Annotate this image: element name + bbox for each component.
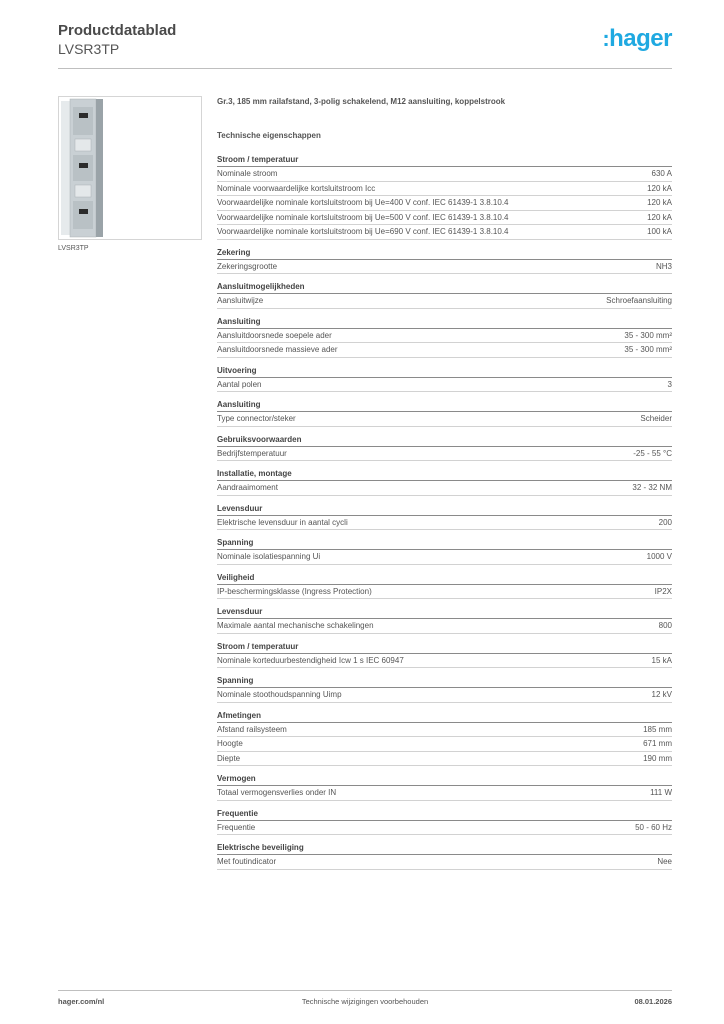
fuse-switch-illustration xyxy=(59,97,201,239)
spec-group xyxy=(217,364,672,393)
spec-row xyxy=(217,821,672,836)
spec-row xyxy=(217,550,672,565)
spec-label: Maximale aantal mechanische schakelingen xyxy=(217,621,374,630)
spec-value: 120 kA xyxy=(647,198,672,207)
spec-group-title: Levensduur xyxy=(217,605,672,619)
spec-value: 1000 V xyxy=(646,552,672,561)
spec-row xyxy=(217,752,672,767)
spec-row xyxy=(217,786,672,801)
spec-group xyxy=(217,640,672,669)
spec-label: Aantal polen xyxy=(217,379,262,389)
spec-group-title: Installatie, montage xyxy=(217,467,672,481)
spec-label: Voorwaardelijke nominale kortsluitstroom bij Ue=500 V conf. IEC 61439-1 3.8.10.4 xyxy=(217,212,509,222)
spec-group xyxy=(217,398,672,427)
spec-row xyxy=(217,225,672,240)
spec-label: Aansluitdoorsnede massieve ader xyxy=(217,345,338,354)
spec-group-title: Aansluiting xyxy=(217,315,672,329)
spec-label: Nominale isolatiespanning Ui xyxy=(217,552,321,561)
spec-row xyxy=(217,516,672,531)
spec-value: -25 - 55 °C xyxy=(633,448,672,458)
spec-label: Elektrische levensduur in aantal cycli xyxy=(217,517,348,527)
spec-row xyxy=(217,343,672,358)
spec-label: Hoogte xyxy=(217,739,243,748)
spec-value: Schroefaansluiting xyxy=(606,296,672,305)
spec-group xyxy=(217,153,672,240)
spec-value: 800 xyxy=(658,621,672,630)
spec-group-title: Aansluiting xyxy=(217,398,672,412)
spec-value: 35 - 300 mm² xyxy=(624,330,672,340)
logo-text: hager xyxy=(609,25,672,52)
spec-row xyxy=(217,855,672,870)
spec-label: Nominale korteduurbestendigheid Icw 1 s IEC 60947 xyxy=(217,655,404,665)
header-divider xyxy=(58,68,672,69)
spec-group-title: Spanning xyxy=(217,674,672,688)
spec-label: Met foutindicator xyxy=(217,857,277,866)
spec-row xyxy=(217,294,672,309)
spec-label: Nominale stoothoudspanning Uimp xyxy=(217,690,342,699)
spec-row xyxy=(217,182,672,197)
spec-row xyxy=(217,378,672,393)
spec-group-title: Stroom / temperatuur xyxy=(217,153,672,167)
spec-row xyxy=(217,447,672,462)
spec-group-title: Zekering xyxy=(217,246,672,260)
spec-label: Nominale stroom xyxy=(217,169,278,178)
footer-date: 08.01.2026 xyxy=(634,997,672,1006)
spec-row xyxy=(217,723,672,738)
spec-group xyxy=(217,467,672,496)
spec-value: NH3 xyxy=(655,261,672,271)
spec-label: Aandraaimoment xyxy=(217,483,278,492)
spec-group-title: Aansluitmogelijkheden xyxy=(217,280,672,294)
spec-group-title: Vermogen xyxy=(217,772,672,786)
spec-value: 32 - 32 NM xyxy=(632,483,672,492)
spec-row xyxy=(217,654,672,669)
spec-value: 200 xyxy=(658,517,672,527)
spec-row xyxy=(217,196,672,211)
spec-label: Voorwaardelijke nominale kortsluitstroom bij Ue=690 V conf. IEC 61439-1 3.8.10.4 xyxy=(217,227,509,236)
doc-title: Productdatablad xyxy=(58,22,177,39)
spec-content xyxy=(217,95,672,870)
spec-label: Zekeringsgrootte xyxy=(217,261,278,271)
spec-value: IP2X xyxy=(654,586,672,596)
spec-group-title: Veiligheid xyxy=(217,571,672,585)
spec-group xyxy=(217,571,672,600)
spec-value: 120 kA xyxy=(647,183,672,193)
spec-label: Frequentie xyxy=(217,822,256,832)
spec-label: Afstand railsysteem xyxy=(217,724,287,734)
spec-value: Nee xyxy=(657,857,672,866)
spec-row xyxy=(217,329,672,344)
page-header xyxy=(58,22,672,68)
spec-group-title: Frequentie xyxy=(217,807,672,821)
spec-row xyxy=(217,737,672,752)
spec-group xyxy=(217,315,672,358)
spec-value: 12 kV xyxy=(651,690,672,699)
section-heading: Technische eigenschappen xyxy=(217,131,321,140)
spec-row xyxy=(217,619,672,634)
spec-value: Scheider xyxy=(640,414,672,423)
spec-row xyxy=(217,688,672,703)
spec-value: 3 xyxy=(667,379,672,389)
footer-disclaimer: Technische wijzigingen voorbehouden xyxy=(301,997,429,1006)
spec-label: Aansluitdoorsnede soepele ader xyxy=(217,330,332,340)
spec-value: 185 mm xyxy=(643,724,672,734)
spec-row xyxy=(217,167,672,182)
product-image xyxy=(58,96,202,240)
spec-group xyxy=(217,433,672,462)
spec-value: 50 - 60 Hz xyxy=(635,822,672,832)
spec-label: Aansluitwijze xyxy=(217,296,264,305)
logo-dot: : xyxy=(602,26,610,51)
spec-group xyxy=(217,772,672,801)
image-caption: LVSR3TP xyxy=(58,245,89,252)
hager-logo xyxy=(602,25,672,53)
spec-row xyxy=(217,211,672,226)
spec-group-title: Spanning xyxy=(217,536,672,550)
product-description: Gr.3, 185 mm railafstand, 3-polig schakelend, M12 aansluiting, koppelstrook xyxy=(217,97,506,106)
spec-group xyxy=(217,674,672,703)
spec-label: Totaal vermogensverlies onder IN xyxy=(217,788,337,797)
spec-row xyxy=(217,260,672,275)
spec-row xyxy=(217,481,672,496)
spec-group-title: Uitvoering xyxy=(217,364,672,378)
page-footer xyxy=(58,997,672,1009)
spec-groups xyxy=(217,153,672,870)
spec-label: Bedrijfstemperatuur xyxy=(217,448,287,458)
spec-group xyxy=(217,246,672,275)
spec-row xyxy=(217,585,672,600)
spec-value: 671 mm xyxy=(643,739,672,748)
spec-value: 630 A xyxy=(651,169,672,178)
spec-value: 111 W xyxy=(650,788,672,797)
spec-value: 120 kA xyxy=(647,212,672,222)
spec-value: 15 kA xyxy=(651,655,672,665)
spec-group xyxy=(217,536,672,565)
spec-group xyxy=(217,502,672,531)
spec-label: Voorwaardelijke nominale kortsluitstroom bij Ue=400 V conf. IEC 61439-1 3.8.10.4 xyxy=(217,198,509,207)
footer-website: hager.com/nl xyxy=(58,997,105,1006)
spec-row xyxy=(217,412,672,427)
spec-value: 100 kA xyxy=(647,227,672,236)
spec-group xyxy=(217,709,672,767)
spec-group xyxy=(217,280,672,309)
spec-group-title: Elektrische beveiliging xyxy=(217,841,672,855)
spec-label: Type connector/steker xyxy=(217,414,296,423)
spec-group-title: Levensduur xyxy=(217,502,672,516)
product-code: LVSR3TP xyxy=(58,41,120,57)
spec-label: Nominale voorwaardelijke kortsluitstroom Icc xyxy=(217,183,376,193)
spec-label: Diepte xyxy=(217,753,241,763)
spec-group xyxy=(217,807,672,836)
spec-label: IP-beschermingsklasse (Ingress Protection) xyxy=(217,586,372,596)
spec-group-title: Gebruiksvoorwaarden xyxy=(217,433,672,447)
spec-group-title: Afmetingen xyxy=(217,709,672,723)
spec-group xyxy=(217,605,672,634)
spec-value: 190 mm xyxy=(643,753,672,763)
footer-divider xyxy=(58,990,672,991)
spec-value: 35 - 300 mm² xyxy=(624,345,672,354)
spec-group-title: Stroom / temperatuur xyxy=(217,640,672,654)
spec-group xyxy=(217,841,672,870)
